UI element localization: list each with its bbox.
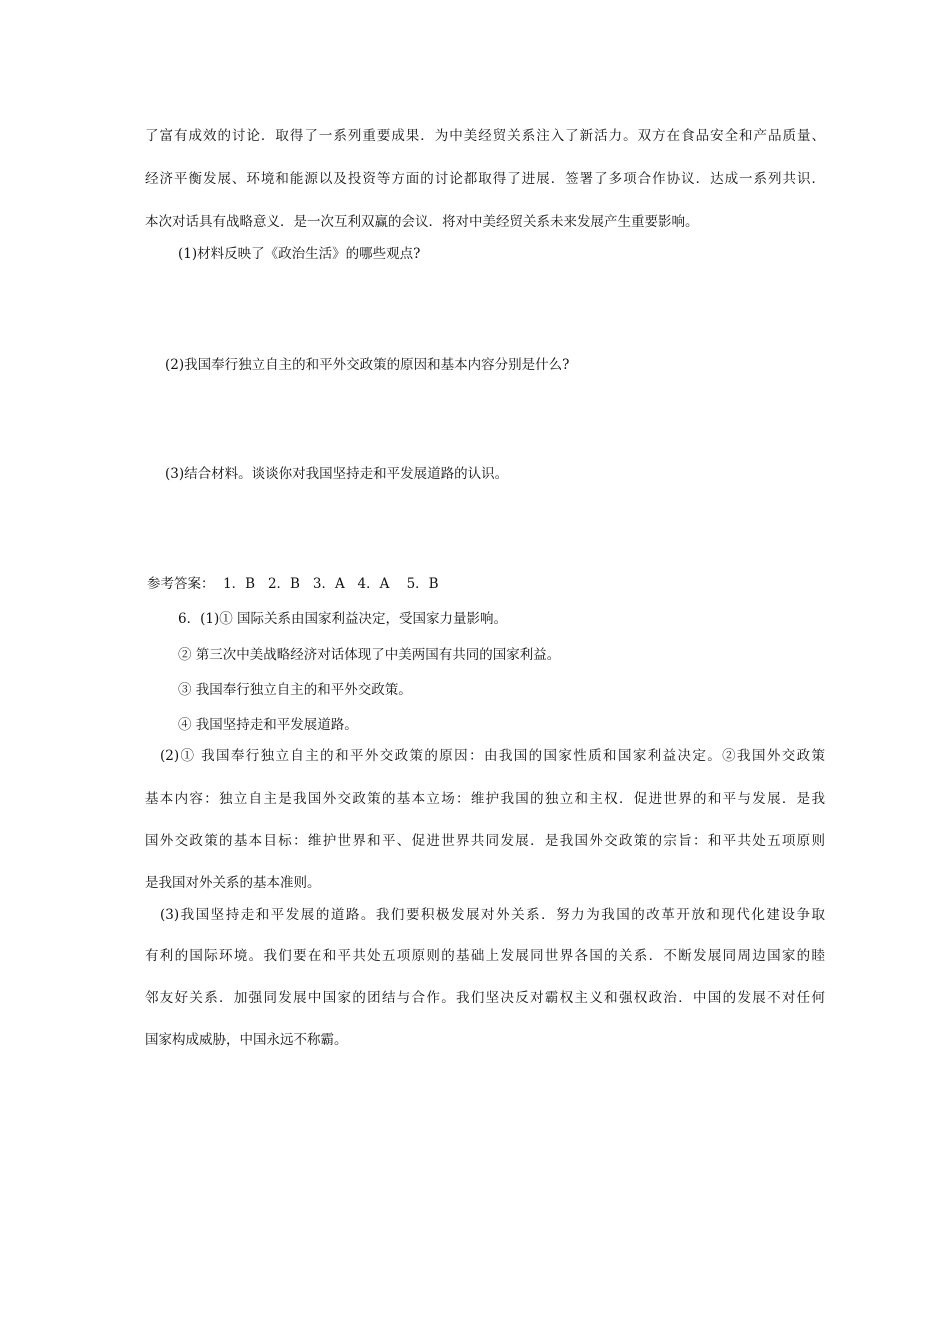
- answer-2-line-2: 基本内容：独立自主是我国外交政策的基本立场：维护我国的独立和主权．促进世界的和平与发展．是我: [145, 791, 825, 807]
- answer-2-line-4: 是我国对外关系的基本准则。: [145, 875, 321, 891]
- answer-3-line-4: 国家构成威胁，中国永远不称霸。: [145, 1032, 348, 1048]
- answer-2-line-3: 国外交政策的基本目标：维护世界和平、促进世界共同发展．是我国外交政策的宗旨：和平共处五项原则: [145, 833, 825, 849]
- question-2: (2)我国奉行独立自主的和平外交政策的原因和基本内容分别是什么?: [165, 357, 570, 373]
- answer-6-4: ④ 我国坚持走和平发展道路。: [178, 717, 358, 733]
- answer-6-2: ② 第三次中美战略经济对话体现了中美两国有共同的国家利益。: [178, 647, 561, 663]
- answer-6-1: 6．(1)① 国际关系由国家利益决定，受国家力量影响。: [178, 611, 508, 627]
- answer-3-line-1: (3)我国坚持走和平发展的道路。我们要积极发展对外关系．努力为我国的改革开放和现代化建设争取: [160, 907, 825, 923]
- answer-3-line-2: 有利的国际环境。我们要在和平共处五项原则的基础上发展同世界各国的关系．不断发展同周边国家的睦: [145, 948, 825, 964]
- question-1: (1)材料反映了《政治生活》的哪些观点?: [178, 246, 421, 262]
- answer-3-line-3: 邻友好关系．加强同发展中国家的团结与合作。我们坚决反对霸权主义和强权政治．中国的发展不对任何: [145, 990, 825, 1006]
- answer-key-heading: 参考答案： 1．B 2．B 3．A 4．A 5．B: [147, 576, 439, 592]
- material-line-2: 经济平衡发展、环境和能源以及投资等方面的讨论都取得了进展．签署了多项合作协议．达成一系列共识．: [145, 171, 825, 187]
- material-line-3: 本次对话具有战略意义．是一次互利双赢的会议．将对中美经贸关系未来发展产生重要影响。: [145, 214, 699, 230]
- question-3: (3)结合材料。谈谈你对我国坚持走和平发展道路的认识。: [165, 466, 509, 482]
- material-line-1: 了富有成效的讨论．取得了一系列重要成果．为中美经贸关系注入了新活力。双方在食品安全和产品质量、: [145, 128, 825, 144]
- answer-6-3: ③ 我国奉行独立自主的和平外交政策。: [178, 682, 412, 698]
- answer-2-line-1: (2)① 我国奉行独立自主的和平外交政策的原因：由我国的国家性质和国家利益决定。②我国外交政策: [160, 748, 825, 764]
